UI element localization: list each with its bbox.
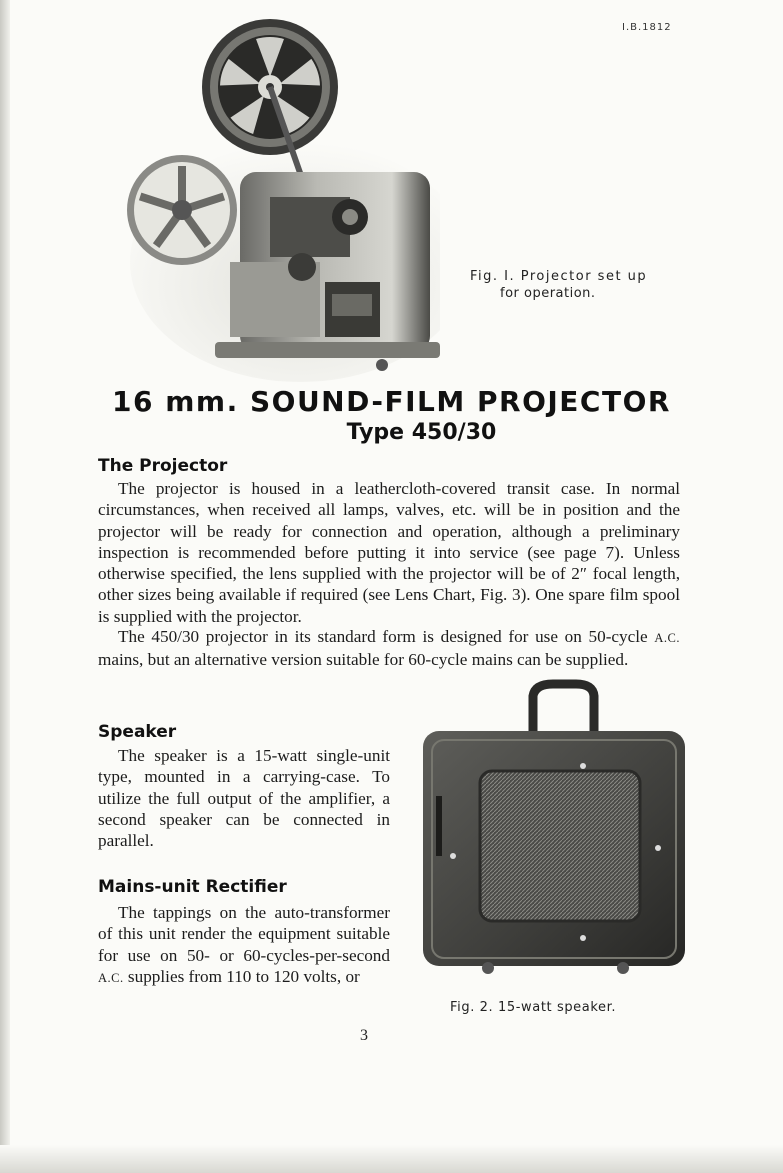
projector-photo [120,12,440,382]
lower-reel [127,155,237,265]
speaker-photo [418,676,693,981]
figure-1-caption-line1: Fig. I. Projector set up [470,269,648,284]
paragraph-2-text-b: mains, but an alternative version suitable for 60-cycle mains can be supplied. [98,650,629,670]
page-number: 3 [360,1027,368,1044]
page-title: 16 mm. SOUND-FILM PROJECTOR [112,385,671,418]
scan-bottom-edge [0,1145,783,1173]
paragraph-2-text-a: The 450/30 projector in its standard form is designed for use on 50-cycle [118,627,655,646]
page-subtitle: Type 450/30 [346,420,497,445]
speaker-paragraph: The speaker is a 15-watt single-unit type, mounted in a carrying-case. To utilize the full output of the amplifier, a second speaker can be connected in parallel. [98,746,390,851]
ac-abbrev: A.C. [654,631,680,645]
figure-2-caption: Fig. 2. 15-watt speaker. [450,1000,617,1015]
figure-1-caption [470,268,680,302]
rectifier-text-a: The tappings on the auto-transformer of this unit render the equipment suitable for use on 50- or 60-cycles-per-second [98,903,390,965]
rectifier-paragraph [98,902,390,989]
reference-code: I.B.1812 [622,22,672,33]
figure-1-caption-line2: for operation. [500,286,596,301]
rectifier-text-b: supplies from 110 to 120 volts, or [123,966,360,986]
ac-abbrev: A.C. [98,970,124,985]
section-heading-speaker: Speaker [98,722,177,742]
section-heading-rectifier: Mains-unit Rectifier [98,877,287,897]
section-heading-projector: The Projector [98,456,228,476]
page-edge-shadow [0,0,10,1173]
projector-paragraph-1: The projector is housed in a leathercloth-covered transit case. In normal circumstances, when received all lamps, valves, etc. will be in position and the projector will be ready for connection and operation, although a preliminary inspection is recommended before putting it into service (see page 7). Unless otherwise specified, the lens supplied with the projector will be of 2″ focal length, other sizes being available if required (see Lens Chart, Fig. 3). One spare film spool is supplied with the projector. [98,479,680,626]
projector-paragraph-2 [98,626,680,671]
